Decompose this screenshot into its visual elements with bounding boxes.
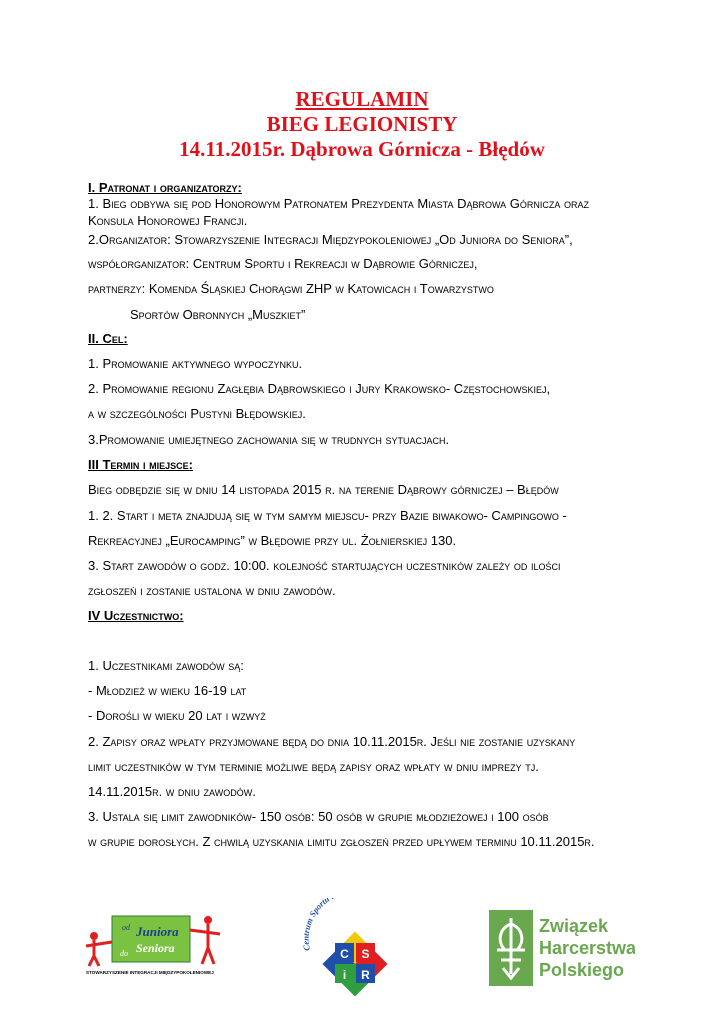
junior-senior-logo-icon: [84, 908, 224, 980]
section-3-line-4: 3. Start zawodów o godz. 10:00. kolejność startujących uczestników zależy od ilości: [88, 558, 561, 573]
logo-zhp: [489, 910, 635, 986]
csir-letter-i: i: [342, 968, 347, 982]
senior-text: Seniora: [136, 941, 175, 955]
section-2-line-1: 1. Promowanie aktywnego wypoczynku.: [88, 356, 303, 371]
section-4-line-4: 2. Zapisy oraz wpłaty przyjmowane będą do dnia 10.11.2015r. Jeśli nie zostanie uzyskany: [88, 734, 576, 749]
section-3-line-2: 1. 2. Start i meta znajdują się w tym samym miejscu- przy Bazie biwakowo- Campingowo -: [88, 508, 567, 523]
junior-text: Juniora: [136, 924, 179, 939]
csir-letter-c: C: [340, 947, 349, 961]
section-4-line-5: limit uczestników w tym terminie możliwe będą zapisy oraz wpłaty w dniu imprezy tj.: [88, 759, 539, 774]
doc-title: REGULAMIN: [295, 87, 429, 111]
csir-letter-r: R: [361, 968, 370, 982]
event-date-place: 14.11.2015r. Dąbrowa Górnicza - Błędów: [179, 137, 545, 161]
zhp-logo-icon: [489, 910, 635, 986]
event-title: BIEG LEGIONISTY: [266, 112, 458, 136]
logo-od-juniora-do-seniora: [84, 908, 224, 980]
zhp-line-1: Związek: [539, 916, 609, 936]
csir-arc-text: Centrum Sportu: [300, 898, 332, 952]
section-1-line-6: Sportów Obronnych „Muszkiet”: [130, 307, 306, 322]
section-2-line-2: 2. Promowanie regionu Zagłębia Dąbrowskiego i Jury Krakowsko- Częstochowskiej,: [88, 381, 551, 396]
section-1-line-2: Konsula Honorowej Francji.: [88, 213, 248, 228]
section-3-heading: III Termin i miejsce:: [88, 457, 193, 472]
section-4-line-6: 14.11.2015r. w dniu zawodów.: [88, 784, 256, 799]
section-1-line-1: 1. Bieg odbywa się pod Honorowym Patronatem Prezydenta Miasta Dąbrowa Górnicza oraz: [88, 196, 589, 211]
section-1-line-5: partnerzy: Komenda Śląskiej Chorągwi ZHP w Katowicach i Towarzystwo: [88, 281, 494, 296]
logo-centrum-sportu-i-rekreacji: [298, 898, 410, 996]
section-4-heading: IV Uczestnictwo:: [88, 608, 184, 623]
section-4-line-3: - Dorośli w wieku 20 lat i wzwyż: [88, 708, 266, 723]
section-2-heading: II. Cel:: [88, 331, 128, 346]
section-3-line-1: Bieg odbędzie się w dniu 14 listopada 2015 r. na terenie Dąbrowy górniczej – Błędów: [88, 482, 559, 497]
section-1-line-3: 2.Organizator: Stowarzyszenie Integracji Międzypokoleniowej „Od Juniora do Seniora”,: [88, 232, 573, 247]
section-2-line-3: a w szczególności Pustyni Błędowskiej.: [88, 406, 306, 421]
section-3-line-5: zgłoszeń i zostanie ustalona w dniu zawodów.: [88, 583, 336, 598]
section-4-line-8: w grupie dorosłych. Z chwilą uzyskania limitu zgłoszeń przed upływem terminu 10.11.2015r.: [88, 834, 595, 849]
section-1-line-4: współorganizator: Centrum Sportu i Rekreacji w Dąbrowie Górniczej,: [88, 256, 478, 271]
section-4-line-1: 1. Uczestnikami zawodów są:: [88, 658, 244, 673]
section-4-line-7: 3. Ustala się limit zawodników- 150 osób: 50 osób w grupie młodzieżowej i 100 osób: [88, 809, 549, 824]
junior-senior-caption: STOWARZYSZENIE INTEGRACJI MIĘDZYPOKOLENIOWEJ: [86, 970, 214, 975]
section-4-line-2: - Młodzież w wieku 16-19 lat: [88, 683, 247, 698]
zhp-line-3: Polskiego: [539, 960, 625, 980]
section-3-line-3: Rekreacyjnej „Eurocamping” w Błędowie przy ul. Żołnierskiej 130.: [88, 533, 457, 548]
csir-logo-icon: [298, 898, 410, 996]
junior-do-text: do: [120, 949, 128, 958]
csir-letter-s: S: [361, 947, 370, 961]
section-2-line-4: 3.Promowanie umiejętnego zachowania się w trudnych sytuacjach.: [88, 432, 450, 447]
junior-od-text: od: [122, 923, 130, 932]
zhp-line-2: Harcerstwa: [539, 938, 635, 958]
section-1-heading: I. Patronat i organizatorzy:: [88, 180, 242, 195]
